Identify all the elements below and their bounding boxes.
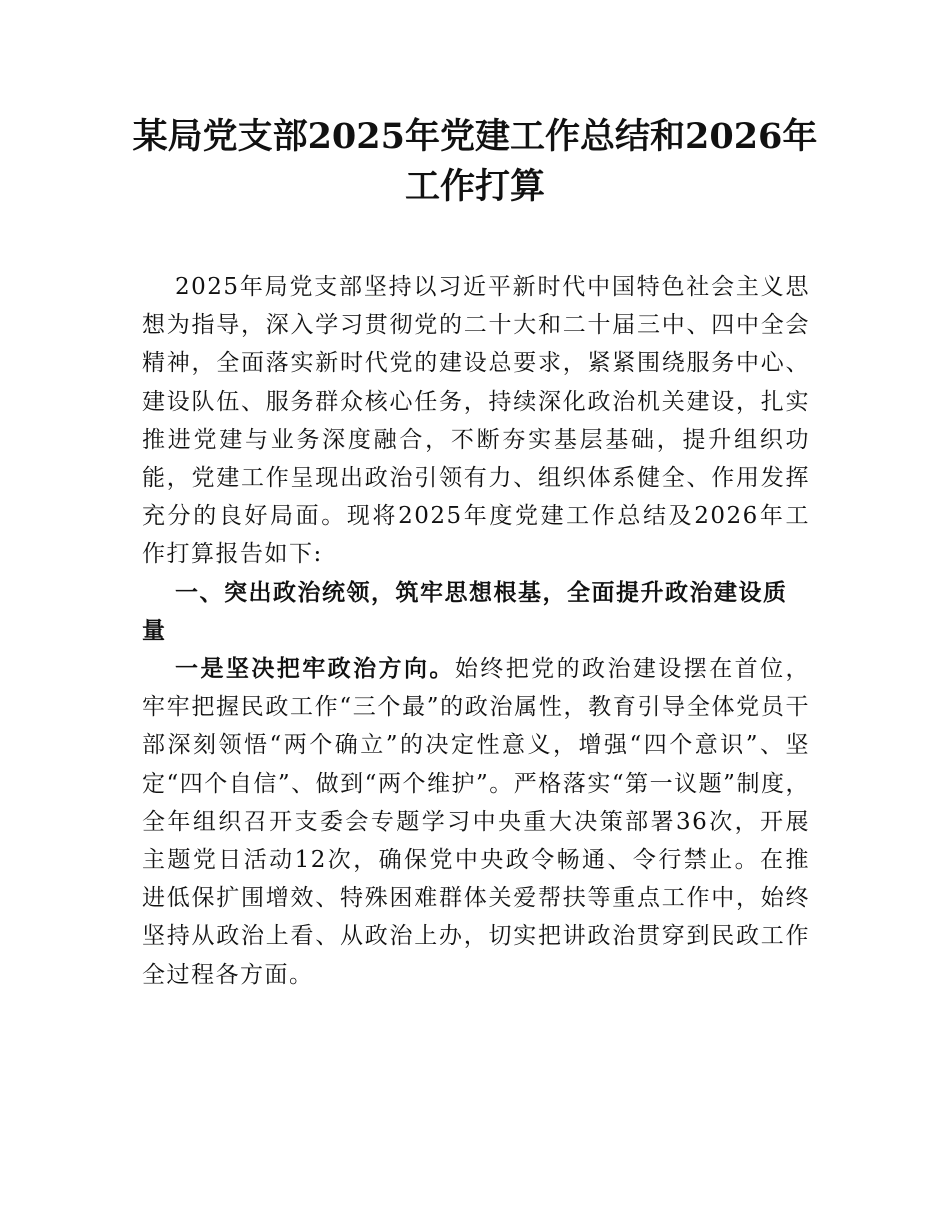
section-1-paragraph-1 bbox=[142, 650, 810, 994]
document-body bbox=[142, 268, 810, 994]
intro-paragraph: 2025年局党支部坚持以习近平新时代中国特色社会主义思想为指导，深入学习贯彻党的二十大和二十届三中、四中全会精神，全面落实新时代党的建设总要求，紧紧围绕服务中心、建设队伍、服务群众核心任务，持续深化政治机关建设，扎实推进党建与业务深度融合，不断夯实基层基础，提升组织功能，党建工作呈现出政治引领有力、组织体系健全、作用发挥充分的良好局面。现将2025年度党建工作总结及2026年工作打算报告如下: bbox=[142, 274, 810, 568]
title-line-1: 某局党支部2025年党建工作总结和2026年 bbox=[132, 116, 818, 157]
paragraph-body-text: 始终把党的政治建设摆在首位，牢牢把握民政工作“三个最”的政治属性，教育引导全体党员干部深刻领悟“两个确立”的决定性意义，增强“四个意识”、坚定“四个自信”、做到“两个维护”。严格落实“第一议题”制度，全年组织召开支委会专题学习中央重大决策部署36次，开展主题党日活动12次，确保党中央政令畅通、令行禁止。在推进低保扩围增效、特殊困难群体关爱帮扶等重点工作中，始终坚持从政治上看、从政治上办，切实把讲政治贯穿到民政工作全过程各方面。 bbox=[142, 656, 810, 988]
paragraph-lead-phrase: 一是坚决把牢政治方向。 bbox=[175, 656, 455, 683]
title-line-2: 工作打算 bbox=[404, 166, 545, 207]
document-title bbox=[100, 112, 850, 212]
section-1-heading: 一、突出政治统领，筑牢思想根基，全面提升政治建设质量 bbox=[142, 579, 788, 644]
